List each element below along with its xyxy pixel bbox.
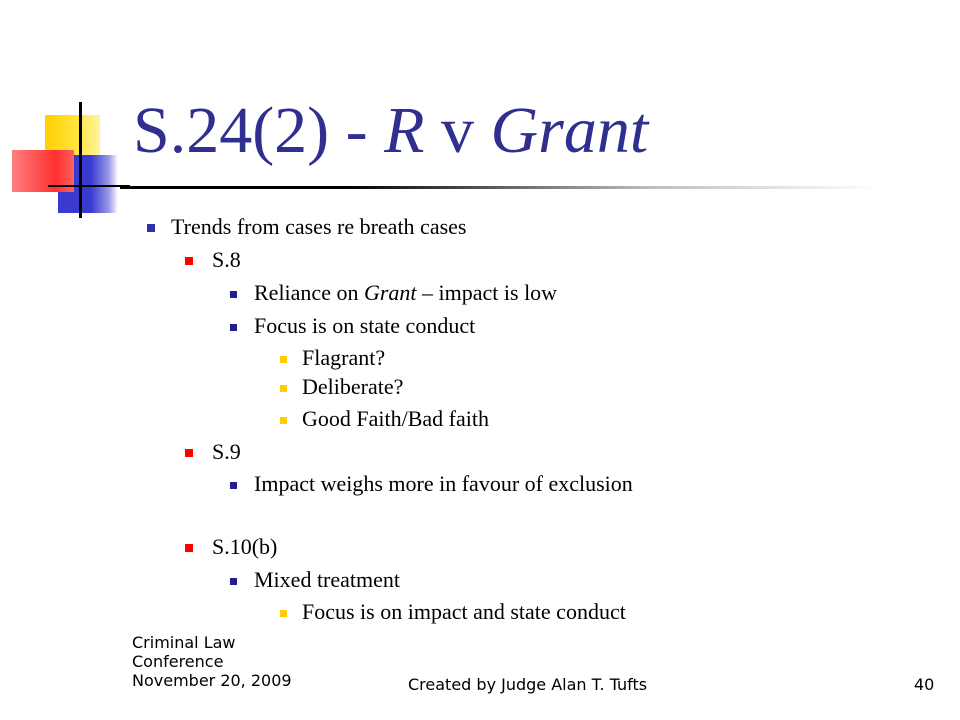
footer-conference-line: Criminal Law	[132, 633, 236, 652]
title-r: R	[384, 94, 425, 167]
square-bullet-icon	[230, 291, 237, 298]
square-bullet-icon	[185, 544, 193, 552]
title-prefix: S.24(2) -	[133, 94, 385, 167]
footer-conference	[132, 633, 332, 690]
bullet-text: Impact weighs more in favour of exclusion	[254, 471, 633, 496]
square-bullet-icon	[230, 578, 237, 585]
footer-date: November 20, 2009	[132, 671, 292, 690]
bullet-item-l2	[212, 437, 241, 467]
bullet-text: S.8	[212, 247, 241, 272]
slide-title	[133, 93, 648, 169]
bullet-item-l2	[212, 532, 277, 562]
square-bullet-icon	[230, 324, 237, 331]
bullet-item-l3	[254, 311, 475, 341]
bullet-item-l4	[302, 597, 626, 627]
title-v: v	[424, 94, 491, 167]
square-bullet-icon	[280, 385, 287, 392]
square-bullet-icon	[147, 224, 155, 232]
square-bullet-icon	[185, 449, 193, 457]
bullet-text: Mixed treatment	[254, 567, 401, 592]
bullet-text-end: – impact is low	[416, 280, 558, 305]
square-bullet-icon	[185, 257, 193, 265]
bullet-text: Flagrant?	[302, 345, 386, 370]
square-bullet-icon	[280, 610, 287, 617]
bullet-item-l2	[212, 245, 241, 275]
page-number: 40	[914, 675, 935, 694]
square-bullet-icon	[230, 482, 237, 489]
footer-conference-line: Conference	[132, 652, 224, 671]
bullet-text: Focus is on impact and state conduct	[302, 599, 626, 624]
bullet-text-start: Reliance on	[254, 280, 364, 305]
decorative-vertical-line	[79, 102, 82, 218]
bullet-text-italic: Grant	[363, 280, 417, 305]
bullet-text: S.9	[212, 439, 241, 464]
title-underline	[120, 186, 880, 189]
bullet-text: S.10(b)	[212, 534, 278, 559]
bullet-item-l3	[254, 278, 557, 308]
bullet-text: Good Faith/Bad faith	[302, 406, 489, 431]
square-bullet-icon	[280, 356, 287, 363]
bullet-item-l1	[171, 212, 466, 242]
decorative-horizontal-line	[48, 185, 130, 187]
bullet-text: Focus is on state conduct	[254, 313, 476, 338]
bullet-item-l3	[254, 469, 633, 499]
footer-author: Created by Judge Alan T. Tufts	[408, 675, 648, 694]
bullet-item-l4	[302, 404, 489, 434]
bullet-text: Deliberate?	[302, 374, 404, 399]
bullet-text: Trends from cases re breath cases	[171, 214, 467, 239]
bullet-item-l3	[254, 565, 400, 595]
bullet-item-l4	[302, 343, 385, 373]
title-case-name: Grant	[490, 94, 649, 167]
bullet-item-l4	[302, 372, 403, 402]
square-bullet-icon	[280, 417, 287, 424]
